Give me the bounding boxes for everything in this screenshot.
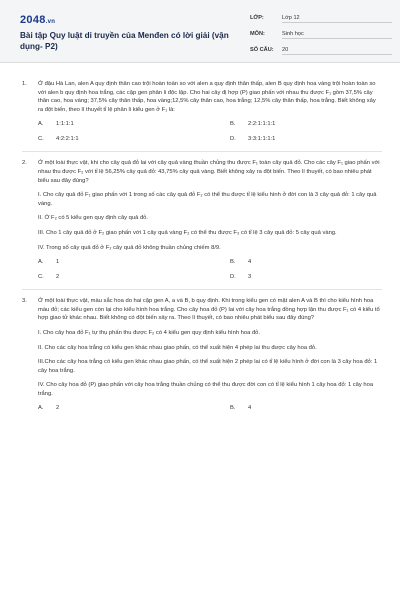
option-row bbox=[38, 120, 382, 129]
logo-text: 2048 bbox=[20, 14, 46, 26]
option-text: 1 bbox=[56, 259, 60, 266]
option-letter: D. bbox=[230, 274, 236, 281]
statement-1: I. Cho cây hoa đỏ F₁ tự thụ phấn thu được F₂ có 4 kiểu gen quy định kiểu hình hoa đỏ. bbox=[38, 329, 261, 336]
meta-count bbox=[250, 47, 390, 57]
option-letter: C. bbox=[38, 274, 44, 281]
option-b[interactable] bbox=[230, 120, 275, 129]
meta-class-value: Lớp 12 bbox=[282, 15, 392, 23]
option-row bbox=[38, 258, 382, 267]
option-text: 4:2:2:1:1 bbox=[56, 136, 79, 143]
question-text: Ở một loài thực vật, màu sắc hoa do hai cặp gen A, a và B, b quy định. Khi trong kiểu gen có mặt alen A và B thì cho kiểu hình hoa màu đỏ; các kiểu gen còn lại cho kiểu hình hoa trắng. Cho cây hoa đỏ (P) lai với cây hoa trắng đồng hợp lặn thu được F₁ có 4 kiểu tổ hợp giao tử khác nhau. Biết không có đột biến xảy ra. Theo lí thuyết, có bao nhiêu phát biểu sau đây đúng? bbox=[38, 298, 380, 322]
question-number: 2. bbox=[22, 160, 27, 167]
question-text: Ở đậu Hà Lan, alen A quy định thân cao trội hoàn toàn so với alen a quy định thân thấp, alen B quy định hoa vàng trội hoàn toàn so với alen b quy định hoa trắng, các cặp gen phân li độc lập. Cho hai cây đị hợp (P) giao phấn với nhau thu được F₁ gồm 37,5% cây thân cao, hoa vàng; 37,5% cây thân thấp, hoa vàng;12,5% cây thân cao, hoa trắng; 12,5% cây thân thấp, hoa trắng. Biết không xảy ra đột biến, theo lí thuyết tỉ lệ phân li kiểu gen ở F₁ là: bbox=[38, 81, 376, 113]
option-row bbox=[38, 273, 382, 282]
option-row bbox=[38, 404, 382, 413]
meta-subject bbox=[250, 31, 390, 41]
meta-count-value: 20 bbox=[282, 47, 392, 55]
meta-class-key: LỚP: bbox=[250, 15, 264, 21]
question-1 bbox=[22, 80, 382, 144]
meta-class bbox=[250, 15, 390, 25]
question-list bbox=[22, 80, 382, 413]
option-letter: B. bbox=[230, 259, 236, 266]
divider bbox=[22, 289, 382, 290]
option-d[interactable] bbox=[230, 135, 275, 144]
question-3 bbox=[22, 297, 382, 413]
option-a[interactable] bbox=[38, 404, 59, 413]
option-d[interactable] bbox=[230, 273, 251, 282]
option-a[interactable] bbox=[38, 258, 59, 267]
option-letter: A. bbox=[38, 405, 44, 412]
page-header bbox=[0, 0, 400, 63]
statement-2: II. Ở F₂ có 5 kiểu gen quy định cây quả đỏ. bbox=[38, 215, 149, 222]
option-text: 3 bbox=[248, 274, 252, 281]
meta-subject-value: Sinh học bbox=[282, 31, 392, 39]
question-text: Ở một loài thực vật, khi cho cây quả đỏ lai với cây quả vàng thuần chủng thu được F₁ toàn cây quả đỏ. Cho các cây F₁ giao phấn với nhau thu được F₂ với tỉ lệ 56,25% cây quả đỏ: 43,75% cây quả vàng. Biết không xảy ra đột biến. Theo lí thuyết, có bao nhiêu phát biểu sau đây đúng? bbox=[38, 160, 380, 184]
option-b[interactable] bbox=[230, 258, 251, 267]
option-text: 3:3:1:1:1:1 bbox=[248, 136, 276, 143]
option-letter: A. bbox=[38, 259, 44, 266]
option-text: 4 bbox=[248, 259, 252, 266]
statement-4: IV. Trong số cây quả đỏ ở F₂ cây quả đỏ không thuần chủng chiếm 8/9. bbox=[38, 244, 221, 251]
meta-count-key: SỐ CÂU: bbox=[250, 47, 274, 53]
question-2 bbox=[22, 159, 382, 282]
option-c[interactable] bbox=[38, 273, 59, 282]
option-letter: A. bbox=[38, 121, 44, 128]
option-text: 4 bbox=[248, 405, 252, 412]
option-text: 1:1:1:1 bbox=[56, 121, 74, 128]
option-letter: B. bbox=[230, 121, 236, 128]
divider bbox=[22, 151, 382, 152]
site-logo[interactable] bbox=[20, 14, 55, 26]
option-text: 2:2:1:1:1:1 bbox=[248, 121, 276, 128]
option-letter: B. bbox=[230, 405, 236, 412]
statement-3: III. Cho 1 cây quả đỏ ở F₂ giao phấn với 1 cây quả vàng F₂ có thể thu được F₃ có tỉ lệ 3 cây quả đỏ: 5 cây quả vàng. bbox=[38, 229, 337, 236]
logo-suffix: .vn bbox=[45, 19, 56, 25]
option-letter: C. bbox=[38, 136, 44, 143]
option-b[interactable] bbox=[230, 404, 251, 413]
statement-2: II. Cho các cây hoa trắng có kiểu gen khác nhau giao phấn, có thể xuất hiện 4 phép lai thu được cây hoa đỏ. bbox=[38, 344, 317, 351]
statement-1: I. Cho cây quả đỏ F₁ giao phấn với 1 trong số các cây quả đỏ F₂ có thể thu được tỉ lệ kiểu hình ở đời con là 3 cây quả đỏ: 1 cây quả vàng. bbox=[38, 192, 377, 207]
option-c[interactable] bbox=[38, 135, 79, 144]
option-row bbox=[38, 135, 382, 144]
option-a[interactable] bbox=[38, 120, 74, 129]
option-letter: D. bbox=[230, 136, 236, 143]
question-number: 1. bbox=[22, 81, 27, 87]
question-number: 3. bbox=[22, 298, 27, 305]
statement-3: III.Cho các cây hoa trắng có kiểu gen khác nhau giao phấn, có thể xuất hiện 2 phép lai có tỉ lệ kiểu hình ở đời con là 3 cây hoa đỏ: 1 cây hoa trắng. bbox=[38, 359, 378, 374]
option-text: 2 bbox=[56, 274, 60, 281]
page-title: Bài tập Quy luật di truyền của Menđen có lời giải (vận dụng- P2) bbox=[20, 31, 229, 51]
statement-4: IV. Cho cây hoa đỏ (P) giao phấn với cây hoa trắng thuần chủng có thể thu được đời con có tỉ lệ kiểu hình 1 cây hoa đỏ: 1 cây hoa trắng. bbox=[38, 382, 374, 397]
option-text: 2 bbox=[56, 405, 60, 412]
meta-subject-key: MÔN: bbox=[250, 31, 265, 37]
